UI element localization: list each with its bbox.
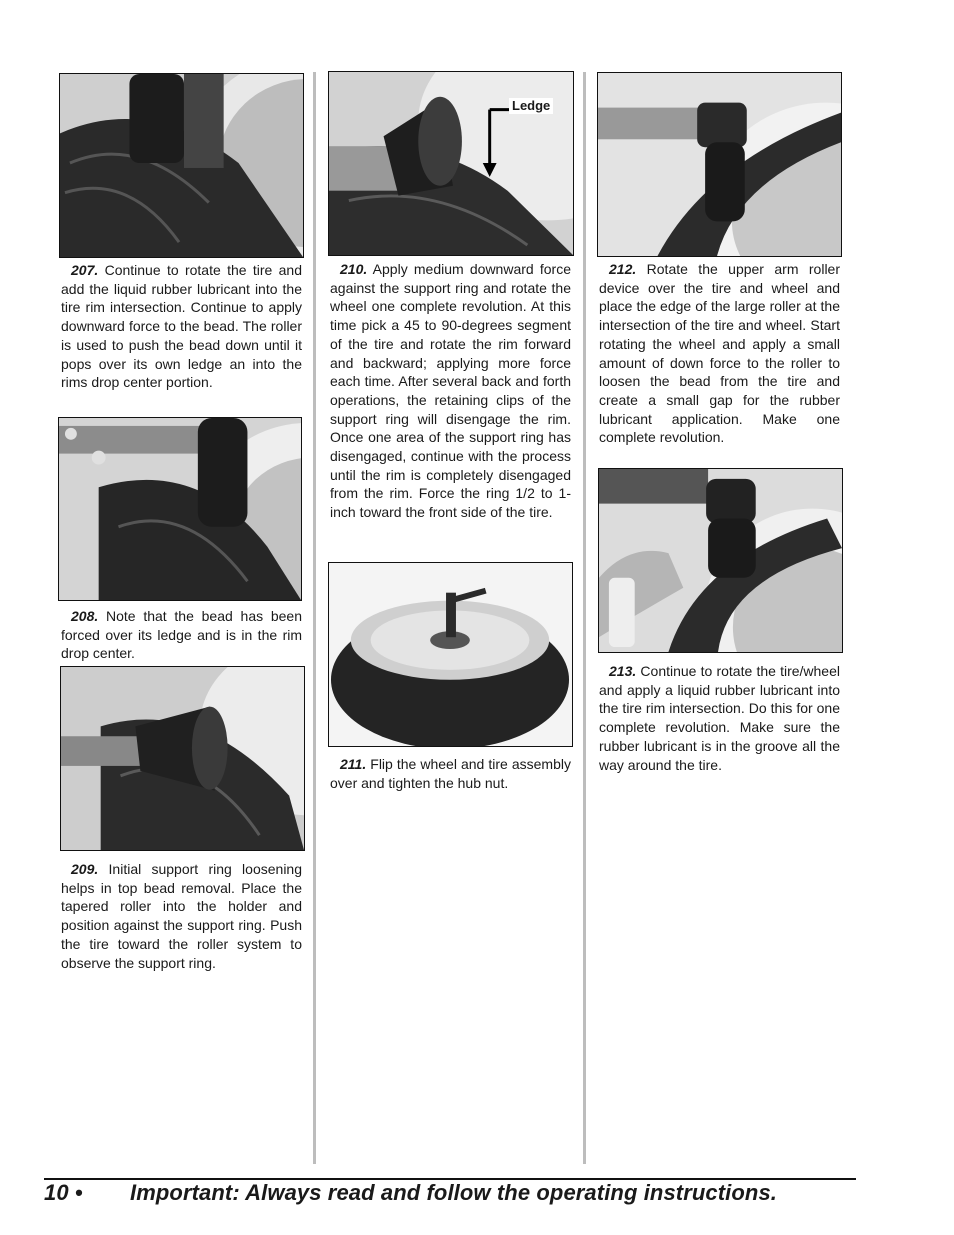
caption-step-210	[330, 260, 571, 522]
photo-step-212	[597, 72, 842, 257]
caption-step-212	[599, 260, 840, 447]
footer-note: Important: Always read and follow the operating instructions.	[130, 1180, 778, 1205]
step-number: 208.	[71, 608, 99, 624]
page-footer	[44, 1180, 777, 1206]
step-text: Continue to rotate the tire and add the liquid rubber lubricant into the tire rim intersection. Continue to apply downward force to the bead. The roller is used to push the bead down until it pops over its own ledge an into the rims drop center portion.	[61, 262, 302, 391]
step-text: Apply medium downward force against the support ring and rotate the wheel one complete revolution. At this time pick a 45 to 90-degrees segment of the tire and rotate the rim forward and backward; applying more force each time. After several back and forth operations, the retaining clips of the support ring will disengage the rim. Once one area of the support ring has disengaged, continue with the process until the rim is completely disengaged from the rim. Force the ring 1/2 to 1-inch toward the front side of the tire.	[330, 261, 571, 521]
page-number: 10 •	[44, 1180, 83, 1205]
step-text: Flip the wheel and tire assembly over and tighten the hub nut.	[330, 756, 571, 791]
caption-step-211	[330, 755, 571, 792]
column-divider-right	[583, 72, 586, 1164]
photo-step-211	[328, 562, 573, 747]
caption-step-213	[599, 662, 840, 774]
step-text: Rotate the upper arm roller device over the tire and wheel and place the edge of the large roller at the intersection of the tire and wheel. Start rotating the wheel and apply a small amount of down force to the roller to loosen the bead from the tire and create a small gap for the rubber lubricant application. Make one complete revolution.	[599, 261, 840, 446]
photo-step-207	[59, 73, 304, 258]
photo-step-213	[598, 468, 843, 653]
photo-step-210	[328, 71, 574, 256]
step-number: 207.	[71, 262, 99, 278]
step-text: Continue to rotate the tire/wheel and apply a liquid rubber lubricant into the tire rim intersection. Do this for one complete revolution. Make sure the rubber lubricant is in the groove all the way around the tire.	[599, 663, 840, 773]
column-divider-left	[313, 72, 316, 1164]
step-number: 212.	[609, 261, 637, 277]
photo-step-209	[60, 666, 305, 851]
step-text: Note that the bead has been forced over its ledge and is in the rim drop center.	[61, 608, 302, 662]
step-number: 210.	[340, 261, 368, 277]
step-text: Initial support ring loosening helps in top bead removal. Place the tapered roller into the holder and position against the support ring. Push the tire toward the roller system to observe the support ring.	[61, 861, 302, 971]
ledge-callout: Ledge	[509, 98, 553, 114]
caption-step-208	[61, 607, 302, 663]
caption-step-209	[61, 860, 302, 972]
step-number: 211.	[340, 756, 367, 772]
step-number: 213.	[609, 663, 637, 679]
photo-step-208	[58, 417, 302, 601]
caption-step-207	[61, 261, 302, 392]
step-number: 209.	[71, 861, 99, 877]
